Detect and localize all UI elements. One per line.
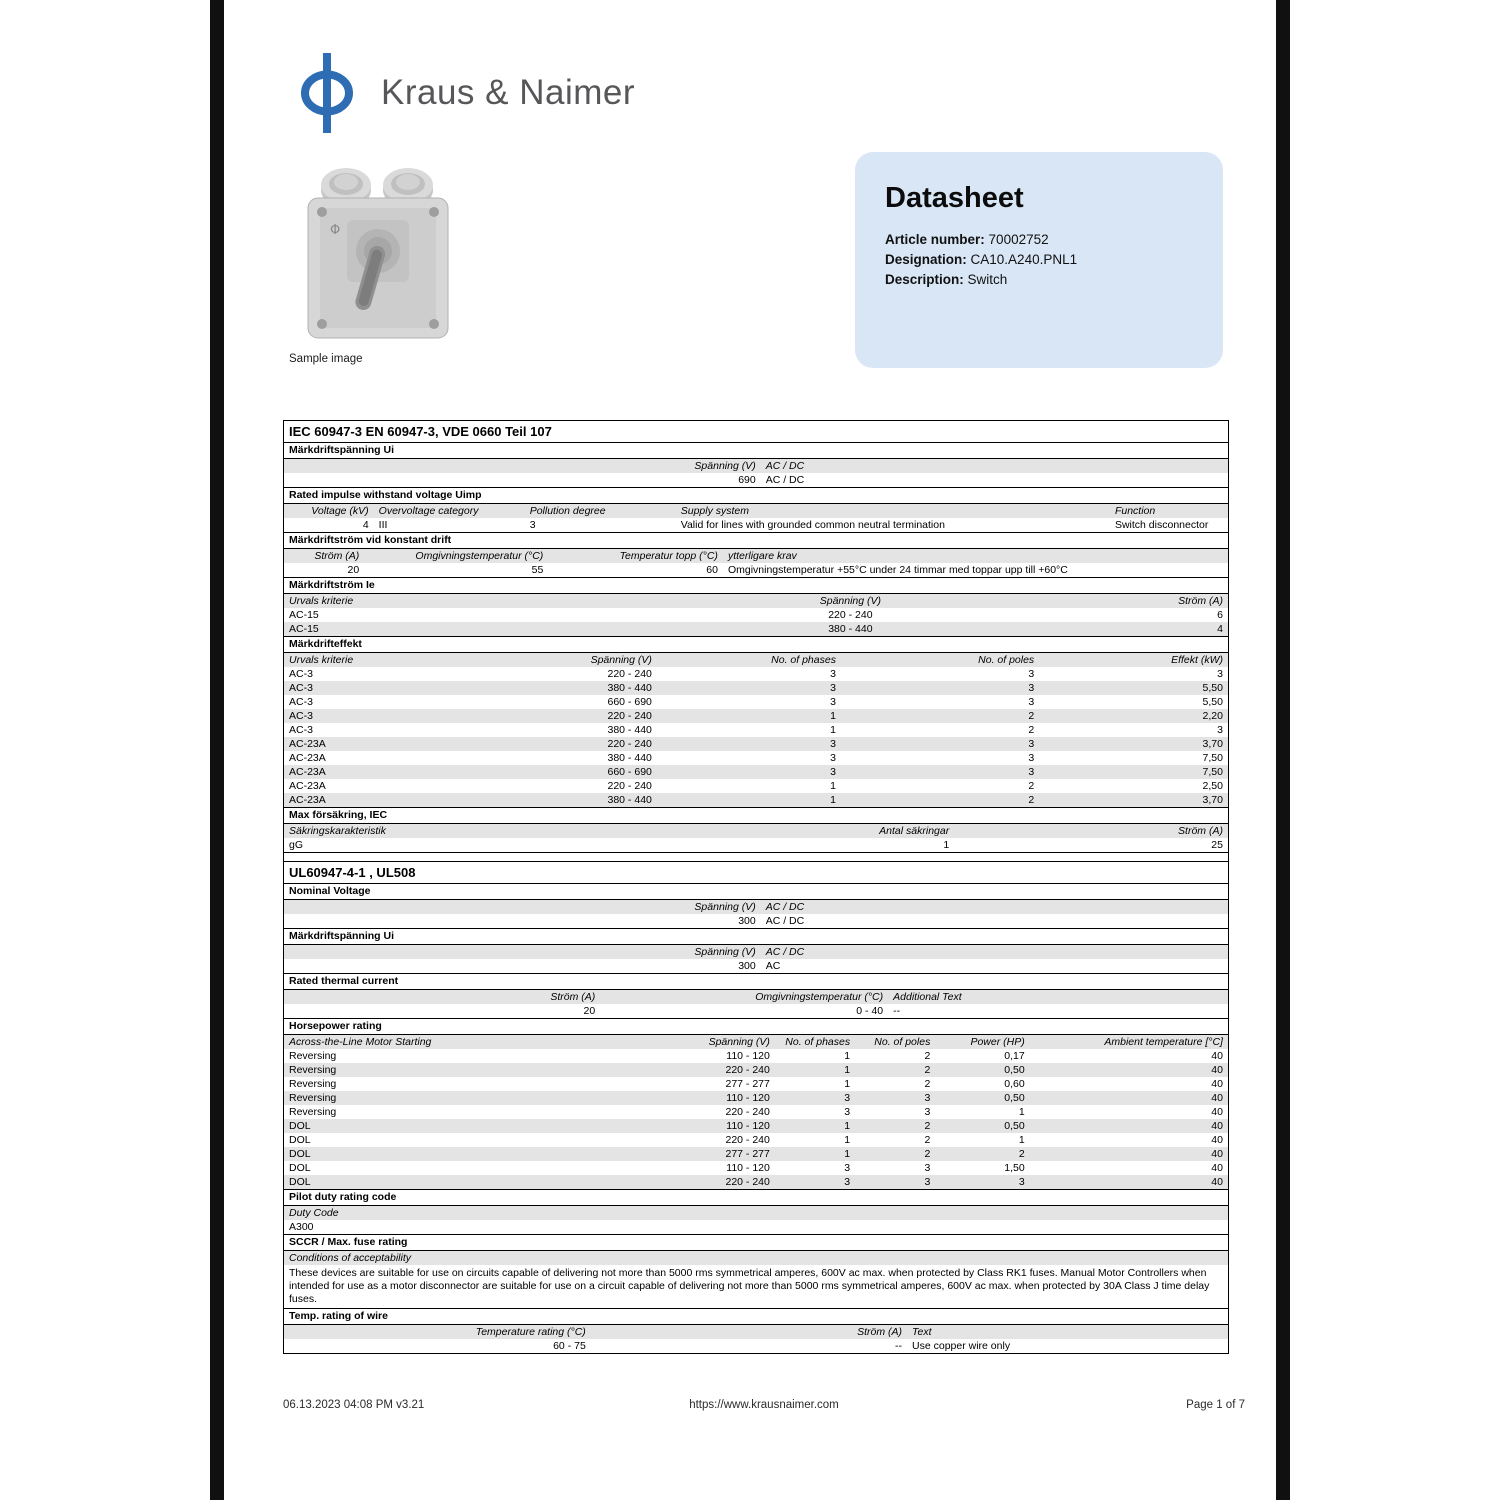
table-cell: Säkringskarakteristik [289,825,386,837]
table-cell: AC-3 [289,710,313,722]
table-cell: 1 [943,839,950,851]
table-row [284,723,1228,737]
table-row [284,779,1228,793]
table-header-row [284,990,1228,1004]
table-cell: 60 - 75 [553,1340,586,1352]
table-header-row [284,824,1228,838]
table-cell: Reversing [289,1078,337,1090]
table-cell: 1 [844,1078,851,1090]
table-row [284,1339,1228,1353]
footer [283,1399,1245,1411]
table-row [284,838,1228,853]
table-cell: 3 [1028,738,1035,750]
table-cell: 2 [924,1064,931,1076]
table-cell: AC / DC [765,946,805,958]
table-row [284,1133,1228,1147]
table-cell: 220 - 240 [725,1064,770,1076]
table-subsection-title: Märkdriftström Ie [284,577,1228,594]
svg-text:Φ: Φ [330,223,341,238]
table-cell: Reversing [289,1064,337,1076]
table-cell: 0,50 [1004,1092,1025,1104]
table-cell: 220 - 240 [607,738,652,750]
table-cell: No. of phases [771,654,836,666]
table-cell: 1 [830,780,836,792]
table-cell: Spänning (V) [819,595,882,607]
table-cell: 40 [1211,1106,1223,1118]
table-cell: 3 [924,1162,931,1174]
table-cell: Duty Code [289,1207,339,1219]
table-cell: 40 [1211,1120,1223,1132]
table-cell: -- [893,1005,901,1017]
table-cell: 2 [924,1050,931,1062]
table-cell: III [378,519,388,531]
table-row [284,1220,1228,1234]
table-header-row [284,900,1228,914]
table-cell: 2 [924,1148,931,1160]
table-cell: 6 [1217,609,1223,621]
table-cell: gG [289,839,304,851]
table-cell: 0,17 [1004,1050,1025,1062]
field-label: Description: [885,272,964,287]
table-cell: 3 [924,1176,931,1188]
table-subsection-title: Nominal Voltage [284,883,1228,900]
table-cell: 40 [1211,1162,1223,1174]
table-cell: Ambient temperature [°C] [1104,1036,1223,1048]
table-subsection-title: Pilot duty rating code [284,1189,1228,1206]
table-cell: 110 - 120 [726,1092,770,1104]
table-cell: No. of poles [874,1036,931,1048]
table-cell: AC-23A [289,794,326,806]
table-subsection-title: Märkdriftspänning Ui [284,442,1228,459]
footer-timestamp: 06.13.2023 04:08 PM v3.21 [283,1399,425,1411]
table-cell: AC-3 [289,668,313,680]
table-cell: 3 [1217,668,1223,680]
table-cell: 2,20 [1202,710,1223,722]
table-cell: 40 [1211,1134,1223,1146]
table-cell: 380 - 440 [607,724,652,736]
table-cell: Spänning (V) [694,901,756,913]
table-cell: 3 [830,682,836,694]
table-cell: 40 [1211,1064,1223,1076]
table-row [284,695,1228,709]
table-cell: AC-23A [289,738,326,750]
table-cell: DOL [289,1120,311,1132]
table-cell: 0,50 [1004,1120,1025,1132]
table-cell: 2 [1018,1148,1025,1160]
table-row [284,1049,1228,1063]
table-cell: 3 [830,668,836,680]
table-cell: Ström (A) [314,550,360,562]
table-cell: 3 [1028,752,1035,764]
table-subsection-title: Max försäkring, IEC [284,807,1228,824]
table-cell: 3 [844,1092,851,1104]
table-cell: Supply system [680,505,750,517]
table-cell: 277 - 277 [725,1078,770,1090]
table-row [284,1091,1228,1105]
table-cell: -- [895,1340,903,1352]
table-subsection-title: Märkdriftspänning Ui [284,928,1228,945]
table-row [284,1004,1228,1018]
table-cell: 55 [531,564,544,576]
table-cell: 1 [1018,1106,1025,1118]
table-cell: 4 [362,519,369,531]
table-cell: Overvoltage category [378,505,479,517]
table-cell: Pollution degree [529,505,606,517]
table-cell: DOL [289,1148,311,1160]
table-cell: 3 [844,1176,851,1188]
table-cell: 1 [844,1120,851,1132]
table-cell: Urvals kriterie [289,595,354,607]
table-cell: Spänning (V) [708,1036,770,1048]
table-cell: 220 - 240 [828,609,873,621]
field-value: Switch [967,272,1008,287]
table-cell: 2 [924,1078,931,1090]
table-row [284,518,1228,532]
table-cell: 1 [844,1134,851,1146]
table-cell: 277 - 277 [725,1148,770,1160]
product-image [298,158,458,350]
table-cell: AC-3 [289,696,313,708]
table-cell: AC / DC [765,460,805,472]
field-value: CA10.A240.PNL1 [970,252,1078,267]
table-cell: 1,50 [1004,1162,1025,1174]
table-cell: AC-23A [289,780,326,792]
table-cell: AC-3 [289,682,313,694]
table-section-title: UL60947-4-1 , UL508 [289,865,416,880]
table-cell: Valid for lines with grounded common neutral termination [680,519,945,531]
table-cell: 3 [1018,1176,1025,1188]
table-row [284,1119,1228,1133]
table-cell: Function [1114,505,1156,517]
table-header-row [284,549,1228,563]
table-cell: 220 - 240 [607,668,652,680]
description-field [885,270,1195,290]
table-cell: 380 - 440 [828,623,873,635]
table-cell: 300 [738,915,756,927]
table-cell: 690 [738,474,756,486]
kraus-naimer-logo [297,50,635,136]
table-cell: 3,70 [1202,738,1223,750]
table-row [284,793,1228,807]
table-cell: 220 - 240 [725,1134,770,1146]
table-cell: 2 [1028,724,1035,736]
table-cell: 2 [924,1134,931,1146]
table-cell: 1 [844,1050,851,1062]
table-cell: Effekt (kW) [1171,654,1223,666]
footer-url[interactable]: https://www.krausnaimer.com [689,1399,839,1411]
table-cell: 5,50 [1202,682,1223,694]
table-cell: 2 [1028,794,1035,806]
datasheet-title: Datasheet [885,182,1024,214]
table-subsection-title: Märkdrifteffekt [284,636,1228,653]
table-header-row [284,1035,1228,1049]
table-cell: 60 [706,564,718,576]
table-header-row [284,1251,1228,1265]
table-row [284,765,1228,779]
table-cell: Ström (A) [550,991,596,1003]
table-header-row [284,594,1228,608]
table-row [284,681,1228,695]
table-cell: Reversing [289,1092,337,1104]
table-header-row [284,1206,1228,1220]
field-label: Article number: [885,232,985,247]
table-cell: Ström (A) [1178,595,1223,607]
table-row [284,709,1228,723]
table-cell: 3 [1028,668,1035,680]
table-row [284,563,1228,577]
table-cell: 3 [844,1106,851,1118]
table-cell: Across-the-Line Motor Starting [289,1036,432,1048]
table-cell: 3 [830,752,836,764]
table-cell: Omgivningstemperatur +55°C under 24 timmar med toppar upp till +60°C [727,564,1068,576]
table-row [284,1077,1228,1091]
table-cell: 7,50 [1202,766,1223,778]
table-cell: Use copper wire only [912,1340,1011,1352]
table-cell: AC-3 [289,724,313,736]
table-header-row [284,1325,1228,1339]
table-cell: 110 - 120 [726,1120,770,1132]
table-cell: Text [912,1326,932,1338]
table-cell: 220 - 240 [607,780,652,792]
datasheet-panel [855,152,1223,368]
table-cell: AC-23A [289,752,326,764]
table-subsection-title: Rated thermal current [284,973,1228,990]
table-cell: 660 - 690 [607,766,652,778]
table-section-title: IEC 60947-3 EN 60947-3, VDE 0660 Teil 107 [289,424,552,439]
table-cell: Antal säkringar [879,825,950,837]
article-number-field [885,230,1195,250]
table-row [284,914,1228,928]
table-cell: 40 [1211,1050,1223,1062]
table-subsection-title: Temp. rating of wire [284,1308,1228,1325]
table-row [284,1175,1228,1189]
table-row [284,1105,1228,1119]
table-cell: DOL [289,1134,311,1146]
table-cell: 380 - 440 [607,752,652,764]
table-cell: Ström (A) [857,1326,903,1338]
table-cell: 0 - 40 [856,1005,884,1017]
table-header-row [284,653,1228,667]
table-cell: Reversing [289,1050,337,1062]
field-label: Designation: [885,252,967,267]
table-cell: 2 [1028,710,1035,722]
table-cell: No. of poles [978,654,1035,666]
table-cell: 380 - 440 [607,794,652,806]
table-cell: Switch disconnector [1114,519,1209,531]
table-cell: 1 [830,710,836,722]
table-row [284,959,1228,973]
table-row [284,737,1228,751]
table-cell: 2 [924,1120,931,1132]
table-cell: Reversing [289,1106,337,1118]
table-cell: Power (HP) [970,1036,1025,1048]
table-cell: Ström (A) [1178,825,1223,837]
table-cell: 2 [1028,780,1035,792]
table-row [284,1147,1228,1161]
table-cell: DOL [289,1176,311,1188]
table-cell: 40 [1211,1078,1223,1090]
table-cell: 2,50 [1202,780,1223,792]
table-cell: 110 - 120 [726,1050,770,1062]
table-cell: Conditions of acceptability [289,1252,411,1264]
logo-text: Kraus & Naimer [381,73,636,112]
table-cell: Spänning (V) [590,654,652,666]
table-cell: 380 - 440 [607,682,652,694]
table-cell: 0,50 [1004,1064,1025,1076]
table-cell: 3 [1028,682,1035,694]
table-subsection-title: Märkdriftström vid konstant drift [284,532,1228,549]
table-cell: 660 - 690 [607,696,652,708]
table-cell: 1 [1018,1134,1025,1146]
table-text-row: These devices are suitable for use on circuits capable of delivering not more than 5000 rms symmetrical amperes, 600V ac max. when protected by Class RK1 fuses. Manual Motor Controllers when intended for use as a motor disconnector are suitable for use on a circuit capable of delivering not more than 5000 rms symmetrical amperes, 600V ac max. when protected by 30A Class J time delay fuses. [289,1267,1210,1305]
table-cell: AC-15 [289,623,319,635]
table-row [284,667,1228,681]
table-cell: 3 [830,766,836,778]
table-cell: 3 [924,1106,931,1118]
table-row [284,1063,1228,1077]
table-cell: 3 [529,519,536,531]
table-cell: AC-23A [289,766,326,778]
page-left-edge [210,0,224,1500]
table-cell: 0,60 [1004,1078,1025,1090]
table-cell: Additional Text [893,991,962,1003]
table-cell: 3 [1028,696,1035,708]
footer-page-number: Page 1 of 7 [1186,1399,1245,1411]
table-cell: Temperature rating (°C) [475,1326,586,1338]
table-cell: 300 [738,960,756,972]
table-row [284,608,1228,622]
table-cell: 1 [844,1148,851,1160]
designation-field [885,250,1195,270]
spec-table [283,420,1229,1354]
table-cell: 3 [830,696,836,708]
table-cell: 20 [583,1005,596,1017]
table-cell: 7,50 [1202,752,1223,764]
table-subsection-title: Horsepower rating [284,1018,1228,1035]
table-row [284,1161,1228,1175]
table-cell: 1 [844,1064,851,1076]
table-subsection-title: SCCR / Max. fuse rating [284,1234,1228,1251]
table-row [284,473,1228,487]
table-cell: No. of phases [785,1036,851,1048]
table-row [284,622,1228,636]
table-cell: 20 [347,564,360,576]
table-header-row [284,504,1228,518]
table-header-row [284,945,1228,959]
table-cell: Urvals kriterie [289,654,354,666]
table-spacer-row [284,853,1228,862]
page-right-edge [1276,0,1290,1500]
table-cell: Spänning (V) [694,460,756,472]
table-cell: 3 [1217,724,1223,736]
table-cell: 1 [830,794,836,806]
table-row [284,751,1228,765]
table-cell: 1 [830,724,836,736]
table-cell: 3,70 [1202,794,1223,806]
table-cell: AC / DC [765,474,805,486]
table-cell: 40 [1211,1148,1223,1160]
table-cell: 110 - 120 [726,1162,770,1174]
table-cell: 5,50 [1202,696,1223,708]
table-cell: 3 [924,1092,931,1104]
table-cell: 40 [1211,1092,1223,1104]
table-cell: 220 - 240 [725,1176,770,1188]
table-cell: AC [765,960,781,972]
table-cell: AC / DC [765,915,805,927]
table-cell: Omgivningstemperatur (°C) [755,991,884,1003]
field-value: 70002752 [988,232,1049,247]
table-cell: 3 [830,738,836,750]
table-cell: A300 [289,1221,314,1233]
table-cell: ytterligare krav [727,550,797,562]
table-cell: 4 [1217,623,1223,635]
phi-logo-icon [297,50,357,136]
table-cell: AC / DC [765,901,805,913]
table-cell: 220 - 240 [725,1106,770,1118]
table-cell: DOL [289,1162,311,1174]
table-subsection-title: Rated impulse withstand voltage Uimp [284,487,1228,504]
table-cell: Omgivningstemperatur (°C) [415,550,544,562]
table-cell: 220 - 240 [607,710,652,722]
sample-image-caption: Sample image [289,353,363,365]
table-header-row [284,459,1228,473]
table-cell: 40 [1211,1176,1223,1188]
table-cell: Temperatur topp (°C) [619,550,718,562]
table-cell: 25 [1211,839,1223,851]
table-cell: 3 [844,1162,851,1174]
table-cell: 3 [1028,766,1035,778]
table-cell: AC-15 [289,609,319,621]
table-cell: Voltage (kV) [311,505,369,517]
table-cell: Spänning (V) [694,946,756,958]
